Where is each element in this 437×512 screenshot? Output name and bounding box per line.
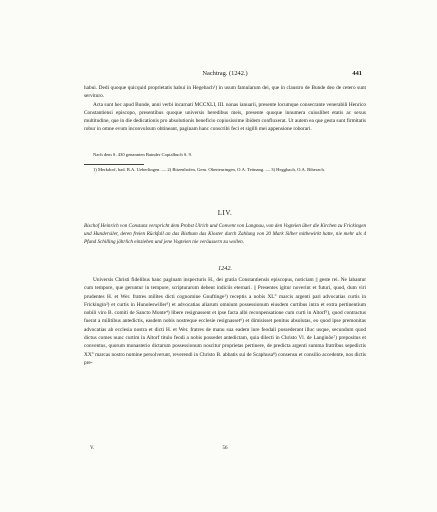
sheet-number: 56 xyxy=(222,446,228,451)
upper-text-block xyxy=(84,84,366,134)
document-number: LIV. xyxy=(217,209,233,217)
document-regest: Bischof Heinrich von Constanz verspricht dem Probst Ulrich und Convent von Langnau, von den Vogteien über die Kirchen zu Frickingen und Hundersiler, deren freien Rückfall an das Bisthum das Kloster durch Zahlung von 20 Mark Silber mitbewirkt hatte, nie mehr als 4 Pfund Schilling jährlich einziehen und jene Vogteien nie veräussern zu wollen. xyxy=(84,223,366,245)
header-title: Nachtrag. (1242.) xyxy=(202,70,248,77)
upper-paragraph-1: habui. Dedi quoque quicquid proprietatis habui in Hegebach¹) in usum famularum dei, que in claustro de Bunde deo de cetero sunt servituro. xyxy=(84,85,366,100)
signature-mark: V. xyxy=(90,446,95,451)
document-text: Universis Christi fidelibus hanc paginam inspecturis H., dei gratia Constantiensis episcopus, noticiam || geste rei. Ne labantur cum tempore, que geruntur in tempore, scripturarum debent indiciis eternari. || Presentes igitur noverint et futuri, quod, dum viri prudentes H. et Wer. fratres milites dicti cognomine Gnuftinge¹) receptis a nobis XL° marcis argenti pari advocatias curtis in Frickingin²) et curtis in Hunoleswiller³) et advocatias aliarum omnium possessionum eiusdem curtibus intra et extra pertinentium nobili viro B. comiti de Sancto Monte⁴) libere resignassent et ipse facta albi reconpensatione cum curti in Altorf⁵), quod contractus fuerat a militibus antedictis, easdem nobis nostreque ecclesie resignasset⁶) et dimisisset penitus absolutas, eo quod ipse premonitas advocatias ab ecclesia nostra et dicti H. et Wer. fratres de manu sua eadem iure feodali possederant illuc usque, secundum quod dictus comes nunc curtim in Altorf titulo feodi a nobis possedet antedictam, quia dilecti in Christo Vl. de Langinôe⁷) prepositus et conventus, quorum monasterio dictarum possessionum noscitur proprietas pertinere, de predicta argenti summa fratribus sepedictis XX° marcas nostro nomine persolverunt, reverendi in Christo B. abbatis sui de Scaphusa⁸) consensu et consilio accedente, nos dictis pre- xyxy=(84,277,366,366)
upper-paragraph-2: Acta sunt hec apud Bunde, anni verbi incarnati MCCXLI, III. nonas ianuarii, presente locumque consecrante venerabili Henrico Constantiensi episcopo, presentibus quoque universis heredibus meis, presente quoque innumera cuiuslibet etatis ac sexus multitudine, que in die dedicationis pro absolutionis beneficio copiosissime ibidem confluxerat. Ut autem ea que gesta sunt firmitatis robur in omne evum inconvulsum obtineant, paginam hanc conscribi feci et sigilli mei appensione roborari. xyxy=(84,101,366,133)
document-year: 1242. xyxy=(218,265,232,272)
footnote-rule xyxy=(84,164,144,165)
page-number: 441 xyxy=(352,70,362,77)
source-note-block xyxy=(84,152,366,159)
source-note: Nach dem S. 430 genannten Bainder Copialbuch S. 9. xyxy=(93,152,193,157)
document-text-block xyxy=(84,276,366,367)
running-header xyxy=(88,70,362,80)
footnotes-block xyxy=(84,167,366,174)
footnotes: 1) Merkdorf, bad. B.A. Ueberlingen. — 2) Bitzenhofen, Gem. Oberteuringen, O.A. Tettnang. — 3) Heggbach, O.A. Biberach. xyxy=(93,167,325,172)
